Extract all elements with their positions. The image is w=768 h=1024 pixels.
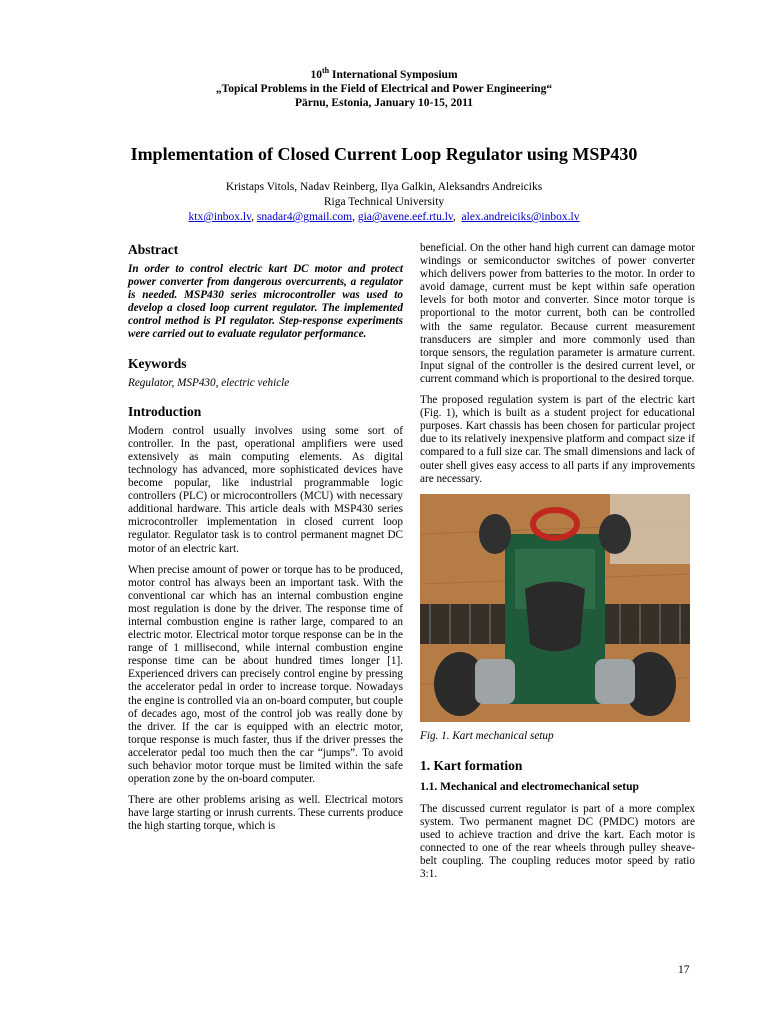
keywords-text: Regulator, MSP430, electric vehicle: [128, 376, 290, 389]
right-paragraph-2: The proposed regulation system is part of the electric kart (Fig. 1), which is built as a student project for educational purposes. Kart chassis has been chosen for particular project due to its relatively inexpensive platform and compact size if compared to a full size car. The small dimensions and lack of outer shell gives easy access to all parts if any improvements are necessary.: [420, 394, 695, 485]
right-paragraph-1: beneficial. On the other hand high current can damage motor windings or semiconductor switches of power converter which delivers power from batteries to the motor. In order to avoid damage, current must be kept within safe operation levels for both motor and converter. Since motor torque is proportional to the motor current, both can be controlled with the same regulator. Because current measurement transducers are simpler and more commonly used than torque sensors, the regulation parameter is armature current. Input signal of the controller is the desired current level, or current command which is proportional to the desired torque.: [420, 242, 695, 385]
affiliation: Riga Technical University: [323, 196, 445, 208]
edition-number: 10: [310, 69, 322, 81]
figure-caption: Fig. 1. Kart mechanical setup: [420, 729, 554, 742]
intro-paragraph-1: Modern control usually involves using some sort of controller. In the past, operational amplifiers were used extensively as main computing elements. As digital technology has advanced, more sophisticated devices have become popular, like industrial programmable logic controllers (PLC) or microcontrollers (MCU) with necessary additional hardware. This article deals with MSP430 series microcontroller implementation in closed current loop regulator. Regulator task is to control permanent magnet DC motor of an electric kart.: [128, 424, 403, 555]
keywords-heading: Keywords: [128, 355, 187, 371]
paper-title: Implementation of Closed Current Loop Regulator using MSP430: [130, 144, 638, 164]
kart-illustration: [420, 494, 690, 722]
introduction-heading: Introduction: [128, 403, 202, 419]
email-link[interactable]: snadar4@gmail.com: [256, 211, 353, 223]
left-column: [128, 242, 403, 841]
email-link[interactable]: ktx@inbox.lv: [188, 211, 252, 223]
kart-photo: [420, 494, 690, 722]
intro-paragraph-3: There are other problems arising as well. Electrical motors have large starting or inrush currents. These currents produce the high starting torque, which is: [128, 794, 403, 833]
subsection-heading: 1.1. Mechanical and electromechanical setup: [420, 780, 639, 793]
page-number: 17: [678, 964, 690, 976]
email-link[interactable]: alex.andreiciks@inbox.lv: [461, 211, 580, 223]
abstract-heading: Abstract: [128, 242, 179, 257]
section-heading: 1. Kart formation: [420, 757, 523, 773]
edition-text: International Symposium: [329, 69, 458, 81]
edition-superscript: th: [321, 66, 330, 76]
abstract-text: In order to control electric kart DC motor and protect power converter from dangerous overcurrents, a regulator is needed. MSP430 series microcontroller was used to develop a closed loop current regulator. The implemented control method is PI regulator. Step-response experiments were carried out to evaluate regulator performance.: [128, 263, 403, 341]
right-paragraph-3: The discussed current regulator is part of a more complex system. Two permanent magnet DC (PMDC) motors are used to achieve traction and drive the kart. Each motor is connected to one of the rear wheels through pulley sheave-belt coupling. The coupling reduces motor speed by ratio 3:1.: [420, 802, 695, 881]
right-column: [420, 242, 695, 890]
author-emails: ktx@inbox.lv, snadar4@gmail.com, gia@avene.eef.rtu.lv, alex.andreiciks@inbox.lv: [188, 211, 580, 223]
symposium-edition: [0, 68, 768, 82]
symposium-title: „Topical Problems in the Field of Electrical and Power Engineering“: [215, 83, 553, 95]
intro-paragraph-2: When precise amount of power or torque has to be produced, motor control has always been an important task. With the conventional car which has an internal combustion engine most regulation is done by the driver. The response time of internal combustion engine is rather large, compared to an electric motor. Electrical motor torque response can be in the range of 1 millisecond, while internal combustion engine response time can be about hundred times longer [1]. Experienced drivers can precisely control engine by pressing the accelerator pedal in order to increase torque. Nowadays the engine is controlled via an on-board computer, but couple of decades ago, most of the control job was really done by the driver. If the car is equipped with an electric motor, torque response is much faster, thus if the driver presses the accelerator pedal too much then the car “jumps”. To avoid such behavior motor torque must be limited within the safe operation zone by the on-board computer.: [128, 563, 403, 786]
author-names: Kristaps Vitols, Nadav Reinberg, Ilya Galkin, Aleksandrs Andreiciks: [225, 181, 543, 193]
email-link[interactable]: gia@avene.eef.rtu.lv: [357, 211, 453, 223]
author-block: [0, 180, 768, 210]
symposium-location: Pärnu, Estonia, January 10-15, 2011: [295, 97, 473, 109]
